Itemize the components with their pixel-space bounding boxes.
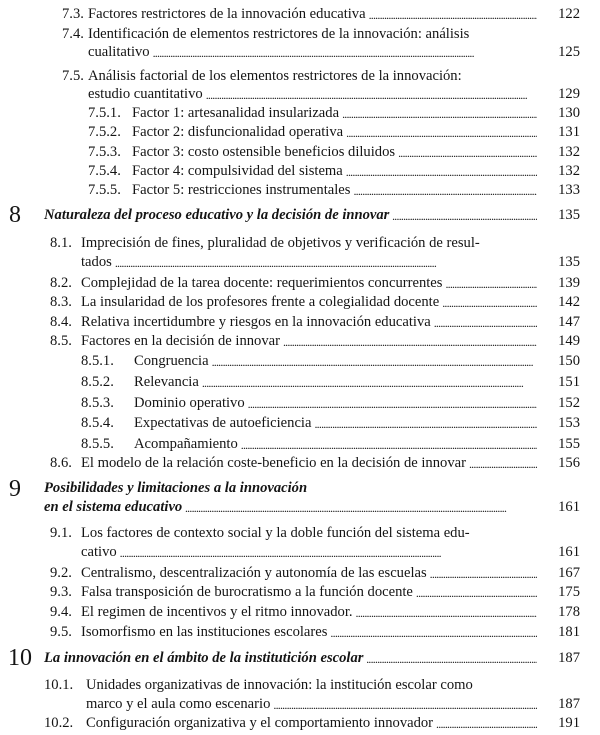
dot-leader [442,293,537,313]
dot-leader [398,143,537,163]
chapter-number: 9 [9,476,21,502]
toc-entry-number: 8.1. [50,235,72,251]
dot-leader [445,274,537,294]
toc-entry-title: Centralismo, descentralización y autonomía de las escuelas [81,565,427,581]
toc-entry-number: 9.3. [50,584,72,600]
toc-entry-page: 135 [558,254,580,270]
toc-entry-number: 8.5.2. [81,374,114,390]
dot-leader [430,564,537,584]
toc-entry-title: Relativa incertidumbre y riesgos en la innovación educativa [81,314,431,330]
toc-entry-page: 178 [558,604,580,620]
toc-entry [62,66,580,86]
toc-entry-page: 139 [558,275,580,291]
toc-entry-number: 10.1. [44,677,74,693]
toc-entry-number: 8.5.4. [81,415,114,431]
dot-leader [273,695,537,715]
dot-leader [185,498,537,518]
dot-leader [248,394,537,414]
toc-entry-page: 152 [558,395,580,411]
toc-entry [44,675,580,695]
toc-entry [88,180,580,200]
toc-entry-continuation [81,542,580,562]
dot-leader [356,603,537,623]
toc-entry-title: El regimen de incentivos y el ritmo innovador. [81,604,353,620]
toc-entry-title: Factor 4: compulsividad del sistema [132,163,343,179]
toc-entry-page: 156 [558,455,580,471]
dot-leader [346,162,537,182]
toc-entry-number: 10.2. [44,715,74,731]
toc-entry-number: 8.5.5. [81,436,114,452]
toc-entry-number: 8.5. [50,333,72,349]
toc-entry-number: 8.5.3. [81,395,114,411]
toc-entry-page: 155 [558,436,580,452]
dot-leader [416,583,537,603]
toc-entry [50,292,580,312]
chapter-heading [44,205,580,225]
chapter-heading-continuation [44,497,580,517]
toc-entry-page: 151 [558,374,580,390]
toc-entry [81,413,580,433]
toc-entry [62,4,580,24]
dot-leader [434,313,537,333]
toc-entry-page: 150 [558,353,580,369]
toc-entry-number: 7.5.3. [88,144,121,160]
toc-entry-number: 9.5. [50,624,72,640]
toc-entry-number: 7.5.2. [88,124,121,140]
toc-entry-title: Congruencia [134,353,209,369]
toc-entry-page: 135 [558,207,580,223]
toc-entry [50,563,580,583]
toc-entry-page: 132 [558,163,580,179]
toc-entry-page: 175 [558,584,580,600]
toc-entry-title: Identificación de elementos restrictores de la innovación: análisis [88,26,470,42]
dot-leader [392,206,537,226]
toc-entry-title: Falsa transposición de burocratismo a la función docente [81,584,413,600]
dot-leader [120,543,537,563]
toc-entry [81,351,580,371]
toc-entry-number: 7.5. [62,68,84,84]
toc-entry-number: 7.4. [62,26,84,42]
toc-entry-number: 7.3. [62,6,84,22]
toc-entry-continuation [88,42,580,62]
toc-entry-page: 142 [558,294,580,310]
toc-entry-page: 161 [558,499,580,515]
toc-entry-title: Factor 1: artesanalidad insularizada [132,105,340,121]
toc-entry-title: Análisis factorial de los elementos restrictores de la innovación: [88,68,462,84]
dot-leader [342,104,537,124]
dot-leader [330,623,537,643]
toc-entry-page: 122 [558,6,580,22]
toc-entry-page: 133 [558,182,580,198]
toc-entry [62,24,580,44]
toc-entry [50,312,580,332]
toc-entry [44,713,580,733]
toc-entry-number: 8.6. [50,455,72,471]
dot-leader [314,414,537,434]
toc-entry-continuation [81,252,580,272]
toc-entry [50,273,580,293]
toc-entry-number: 8.2. [50,275,72,291]
toc-entry-number: 9.1. [50,525,72,541]
toc-entry [50,602,580,622]
toc-entry-number: 7.5.5. [88,182,121,198]
toc-entry-title: La insularidad de los profesores frente a colegialidad docente [81,294,440,310]
chapter-heading [44,648,580,668]
chapter-title: La innovación en el ámbito de la institutición escolar [44,650,364,666]
toc-entry-page: 187 [558,696,580,712]
toc-entry-page: 167 [558,565,580,581]
toc-entry-page: 147 [558,314,580,330]
toc-entry-page: 153 [558,415,580,431]
toc-entry-title: cativo [81,544,117,560]
toc-entry-page: 191 [558,715,580,731]
toc-entry [81,393,580,413]
toc-entry [50,453,580,473]
toc-entry [88,122,580,142]
dot-leader [369,5,537,25]
dot-leader [153,43,537,63]
toc-entry [50,331,580,351]
toc-entry-title: Factores en la decisión de innovar [81,333,280,349]
toc-entry-title: Factores restrictores de la innovación educativa [88,6,366,22]
toc-entry [81,434,580,454]
toc-entry-title: cualitativo [88,44,150,60]
toc-entry-number: 9.4. [50,604,72,620]
chapter-number: 10 [8,645,32,671]
toc-entry-title: estudio cuantitativo [88,86,203,102]
chapter-heading [44,478,580,498]
toc-entry-title: Factor 2: disfuncionalidad operativa [132,124,344,140]
chapter-title: Posibilidades y limitaciones a la innovación [44,480,308,496]
dot-leader [353,181,537,201]
dot-leader [212,352,537,372]
toc-entry-title: Expectativas de autoeficiencia [134,415,312,431]
toc-entry-title: Acompañamiento [134,436,238,452]
toc-entry-title: Dominio operativo [134,395,245,411]
dot-leader [469,454,537,474]
toc-entry-page: 187 [558,650,580,666]
dot-leader [366,649,537,669]
toc-entry-number: 8.4. [50,314,72,330]
toc-entry-page: 132 [558,144,580,160]
toc-entry [50,233,580,253]
toc-entry [50,523,580,543]
chapter-number: 8 [9,202,21,228]
toc-entry-page: 125 [558,44,580,60]
toc-entry-title: Complejidad de la tarea docente: requerimientos concurrentes [81,275,443,291]
toc-entry [88,103,580,123]
toc-entry-title: Imprecisión de fines, pluralidad de objetivos y verificación de resul- [81,235,480,251]
toc-entry-title: Configuración organizativa y el comportamiento innovador [86,715,434,731]
dot-leader [346,123,537,143]
toc-entry-page: 181 [558,624,580,640]
toc-entry-page: 130 [558,105,580,121]
dot-leader [115,253,537,273]
toc-entry-page: 131 [558,124,580,140]
dot-leader [283,332,537,352]
toc-entry-number: 8.5.1. [81,353,114,369]
toc-entry-title: Unidades organizativas de innovación: la institución escolar como [86,677,473,693]
toc-entry-page: 161 [558,544,580,560]
toc-entry-title: Factor 5: restricciones instrumentales [132,182,351,198]
chapter-title: Naturaleza del proceso educativo y la decisión de innovar [44,207,390,223]
toc-entry-number: 7.5.1. [88,105,121,121]
toc-entry-continuation [88,84,580,104]
toc-entry-page: 149 [558,333,580,349]
toc-entry-page: 129 [558,86,580,102]
toc-entry-title: Isomorfismo en las instituciones escolares [81,624,328,640]
toc-entry-number: 7.5.4. [88,163,121,179]
toc-entry-title: Factor 3: costo ostensible beneficios diluidos [132,144,396,160]
toc-entry-title: El modelo de la relación coste-beneficio en la decisión de innovar [81,455,466,471]
toc-entry [88,161,580,181]
toc-entry [81,372,580,392]
toc-entry [50,582,580,602]
dot-leader [241,435,537,455]
toc-entry-title: marco y el aula como escenario [86,696,271,712]
toc-entry-title: Los factores de contexto social y la doble función del sistema edu- [81,525,470,541]
toc-entry-title: Relevancia [134,374,199,390]
toc-entry [50,622,580,642]
toc-entry-number: 8.3. [50,294,72,310]
toc-entry-title: tados [81,254,112,270]
chapter-title: en el sistema educativo [44,499,183,515]
dot-leader [206,85,537,105]
toc-entry-continuation [86,694,580,714]
dot-leader [202,373,537,393]
toc-entry [88,142,580,162]
toc-entry-number: 9.2. [50,565,72,581]
dot-leader [436,714,537,734]
